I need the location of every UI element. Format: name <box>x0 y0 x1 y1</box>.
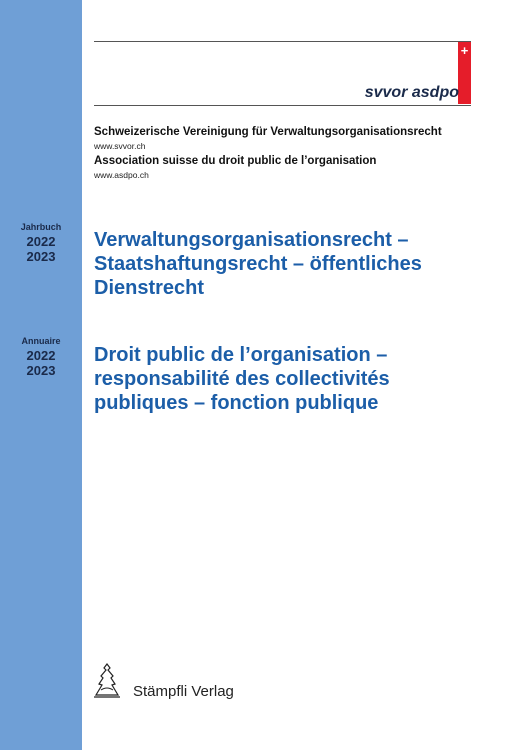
brand-rule <box>94 105 471 106</box>
org-name-fr: Association suisse du droit public de l’organisation <box>94 155 377 167</box>
title-de-line-1: Verwaltungsorganisationsrecht – <box>94 229 409 251</box>
staempfli-logo-icon <box>91 662 123 700</box>
jahrbuch-year-1: 2022 <box>26 234 56 249</box>
annuaire-label: Annuaire <box>21 336 61 346</box>
jahrbuch-year-2: 2023 <box>26 249 56 264</box>
title-fr <box>94 343 489 415</box>
brand-name: svvor asdpo <box>364 84 459 101</box>
title-fr-line-1: Droit public de l’organisation – <box>94 344 388 366</box>
org-url-fr: www.asdpo.ch <box>94 170 149 180</box>
top-rule <box>94 41 471 42</box>
org-name-de: Schweizerische Vereinigung für Verwaltungsorganisationsrecht <box>94 126 442 138</box>
annuaire-year-2: 2023 <box>26 363 56 378</box>
publisher-name: Stämpfli Verlag <box>133 683 234 700</box>
title-de-line-3: Dienstrecht <box>94 277 205 299</box>
title-fr-line-3: publiques – fonction publique <box>94 392 379 414</box>
title-de <box>94 228 489 300</box>
swiss-cross-icon: + <box>458 42 471 104</box>
jahrbuch-label: Jahrbuch <box>20 222 62 232</box>
sidebar <box>0 0 82 750</box>
title-fr-line-2: responsabilité des collectivités <box>94 368 390 390</box>
title-de-line-2: Staatshaftungsrecht – öffentliches <box>94 253 422 275</box>
org-url-de: www.svvor.ch <box>94 141 146 151</box>
annuaire-year-1: 2022 <box>26 348 56 363</box>
